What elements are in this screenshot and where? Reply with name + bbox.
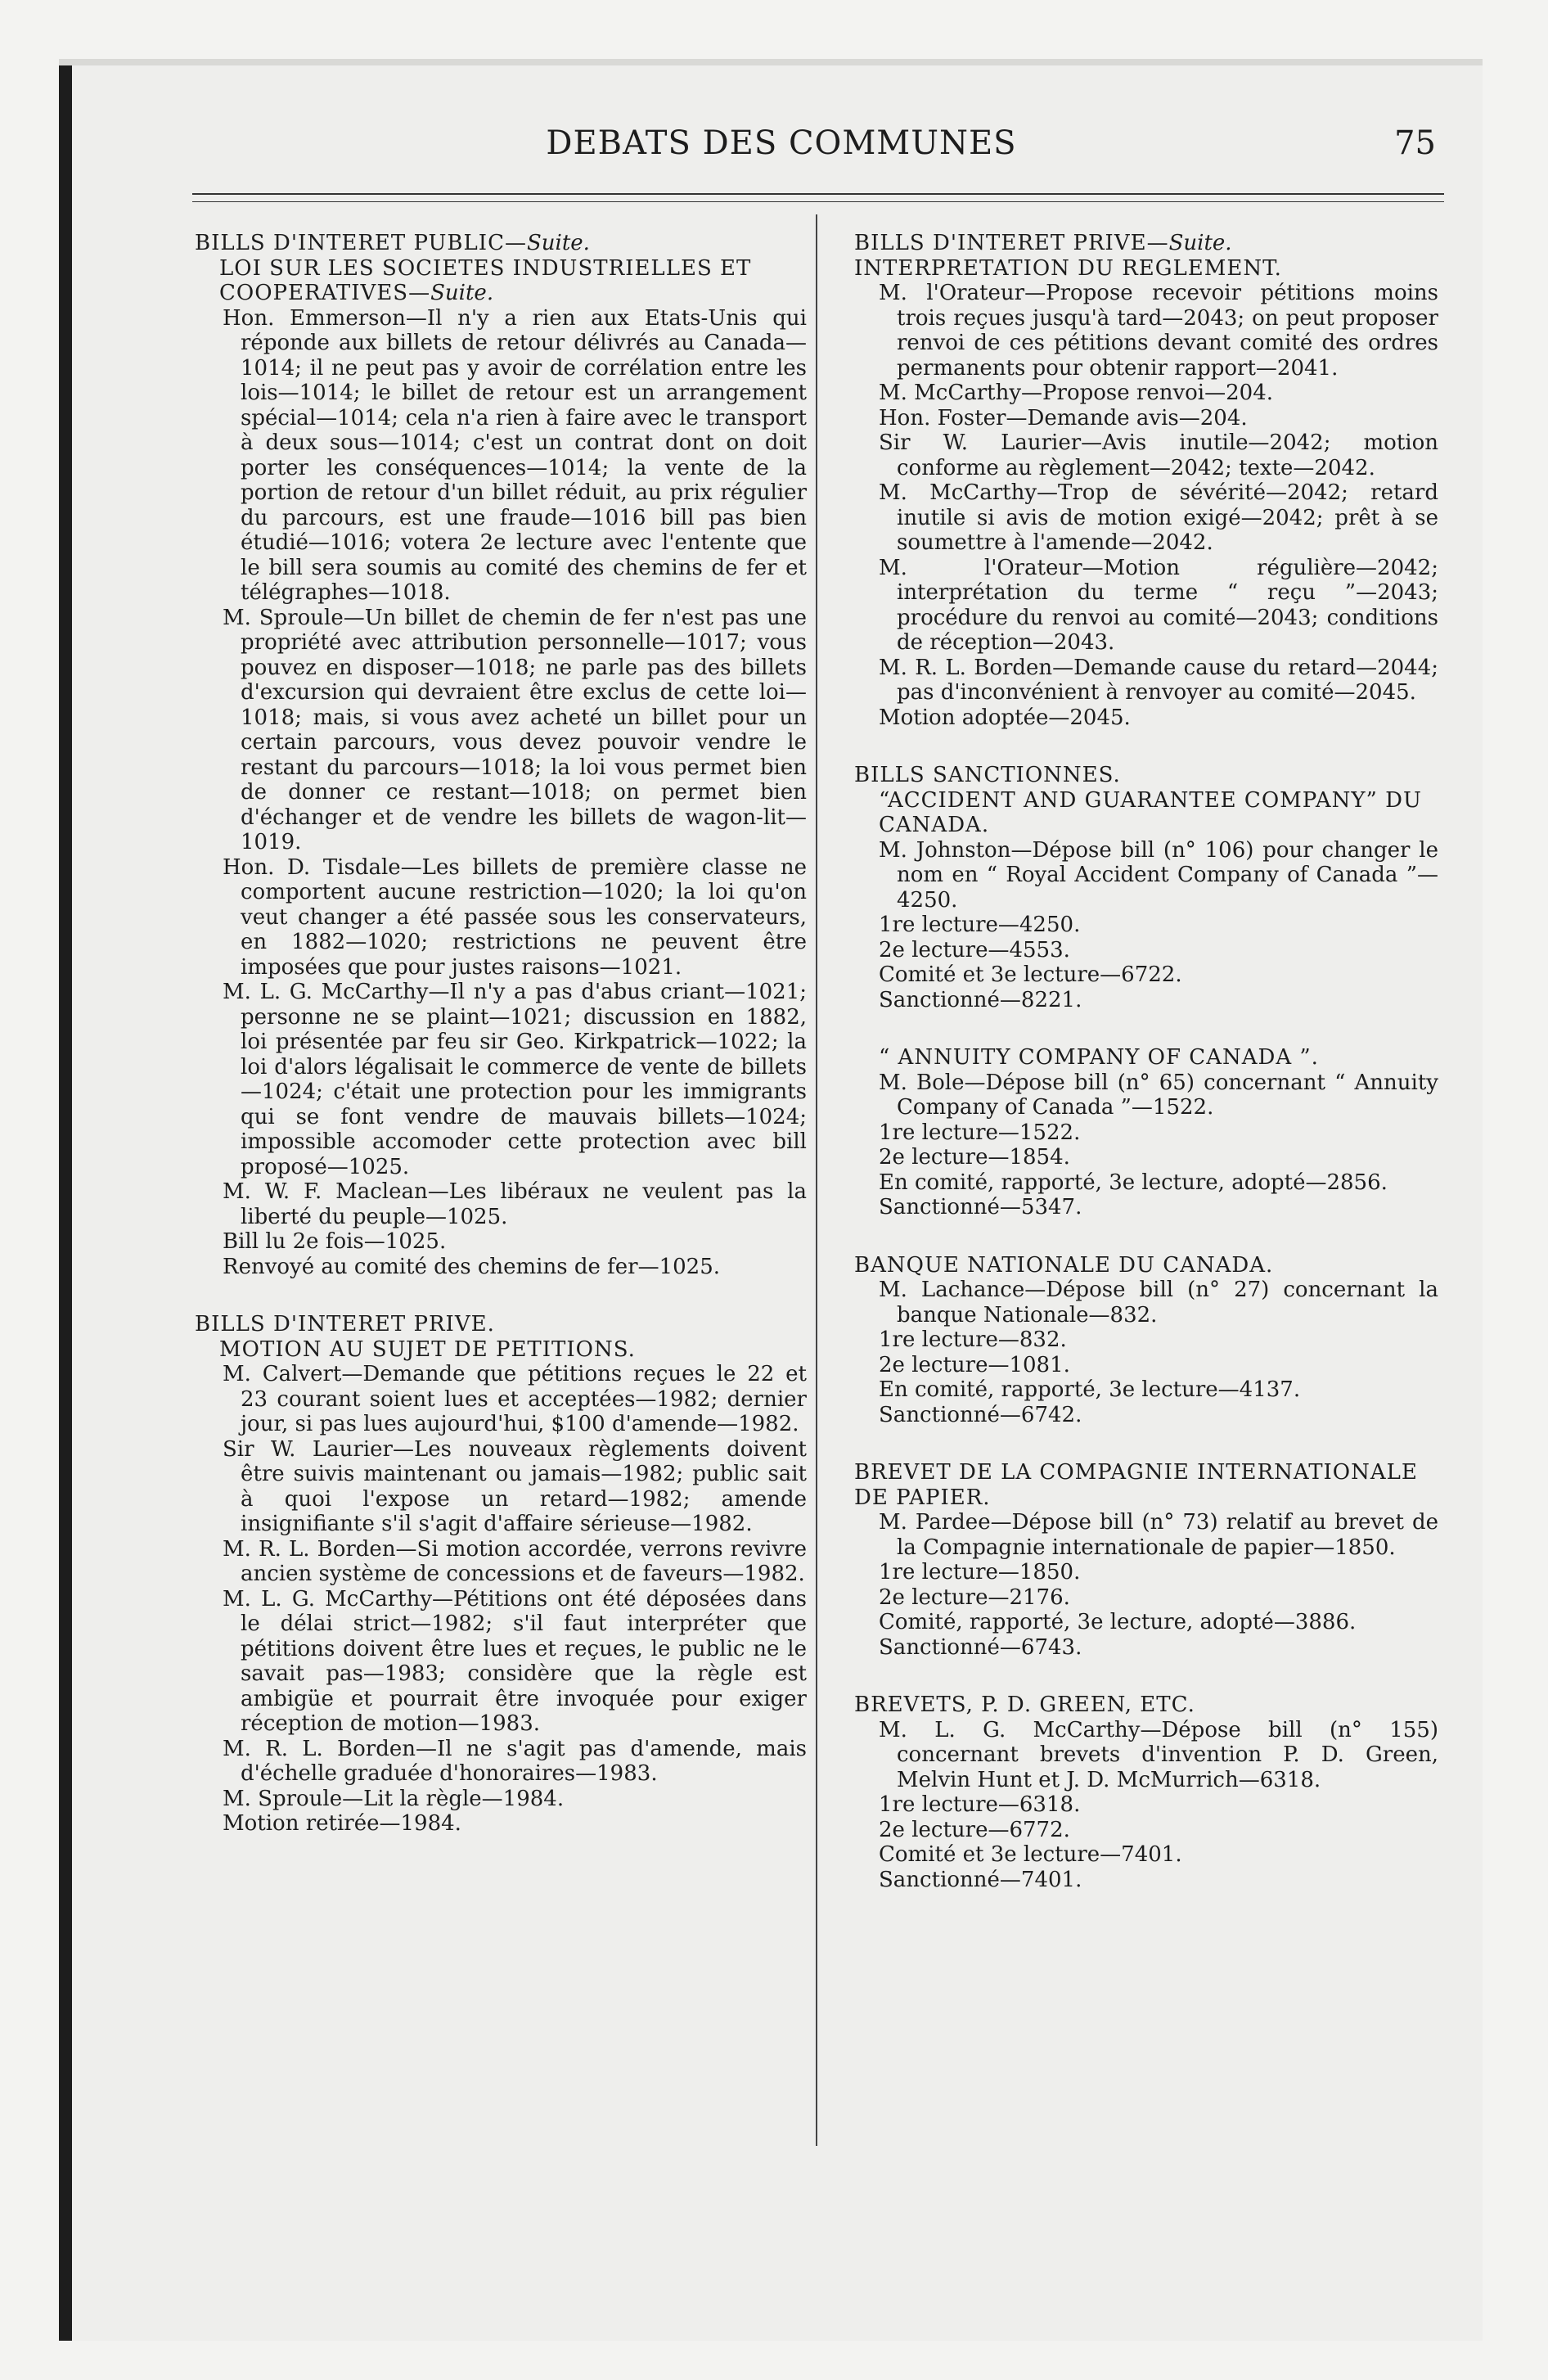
index-entry: 1re lecture—832. bbox=[879, 1327, 1067, 1352]
index-entry: Sir W. Laurier—Les nouveaux règlements doivent être suivis maintenant ou jamais—1982; public sait à quoi l'expose un retard—1982; amende insignifiante s'il s'agit d'affaire sérieuse—1982. bbox=[223, 1436, 807, 1536]
subsection-heading bbox=[195, 1337, 807, 1363]
section-heading bbox=[854, 256, 1438, 282]
index-entry: 2e lecture—1081. bbox=[879, 1352, 1070, 1377]
index-entry: M. McCarthy—Propose renvoi—204. bbox=[879, 381, 1274, 405]
index-entry: 2e lecture—2176. bbox=[879, 1584, 1070, 1610]
index-entry: M. Calvert—Demande que pétitions reçues le 22 et 23 courant soient lues et acceptées—1982; dernier jour, si pas lues aujourd'hui, $100 d'amende—1982. bbox=[223, 1362, 807, 1436]
heading-suite: Suite. bbox=[526, 231, 590, 255]
section-gap bbox=[854, 1012, 1438, 1045]
index-entry: Comité, rapporté, 3e lecture, adopté—3886. bbox=[879, 1610, 1357, 1634]
section-heading bbox=[854, 1253, 1438, 1278]
index-entry: Comité et 3e lecture—7401. bbox=[879, 1842, 1182, 1867]
index-entry: En comité, rapporté, 3e lecture, adopté—2856. bbox=[879, 1170, 1388, 1195]
index-entry: 1re lecture—1522. bbox=[879, 1120, 1081, 1145]
heading-text: “ ANNUITY COMPANY OF CANADA ”. bbox=[879, 1045, 1319, 1070]
section-heading bbox=[195, 231, 807, 256]
heading-suite: Suite. bbox=[1168, 231, 1232, 255]
heading-text: BILLS D'INTERET PRIVE— bbox=[854, 231, 1169, 255]
left-column bbox=[195, 231, 807, 1837]
index-entry: 1re lecture—4250. bbox=[879, 913, 1081, 937]
page-title: DEBATS DES COMMUNES bbox=[546, 124, 1017, 162]
section-gap bbox=[854, 1220, 1438, 1253]
heading-text: BILLS D'INTERET PUBLIC— bbox=[195, 231, 527, 255]
heading-text: BANQUE NATIONALE DU CANADA. bbox=[854, 1252, 1274, 1278]
index-entry: M. Bole—Dépose bill (n° 65) concernant “ Annuity Company of Canada ”—1522. bbox=[879, 1070, 1438, 1120]
running-header bbox=[119, 124, 1444, 174]
index-entry: M. R. L. Borden—Si motion accordée, verrons revivre ancien système de concessions et de faveurs—1982. bbox=[223, 1536, 807, 1586]
index-entry: M. l'Orateur—Propose recevoir pétitions moins trois reçues jusqu'à tard—2043; on peut proposer renvoi de ces pétitions devant comité des ordres permanents pour obtenir rapport—2041. bbox=[879, 281, 1438, 381]
index-entry: M. l'Orateur—Motion régulière—2042; interprétation du terme “ reçu ”—2043; procédure du renvoi au comité—2043; conditions de réception—2043. bbox=[879, 555, 1438, 655]
heading-text: BREVETS, P. D. GREEN, ETC. bbox=[854, 1693, 1195, 1717]
heading-text: “ACCIDENT AND GUARANTEE COMPANY” DU CANADA. bbox=[879, 787, 1422, 837]
index-entry: M. Sproule—Un billet de chemin de fer n'est pas une propriété avec attribution personnelle—1017; vous pouvez en disposer—1018; ne parle pas des billets d'excursion qui devraient être exclus de cette loi—1018; mais, si vous avez acheté un billet pour un certain parcours, vous devez pouvoir vendre le restant du parcours—1018; la loi vous permet bien de donner ce restant—1018; on permet bien d'échanger et de vendre les billets de wagon-lit—1019. bbox=[223, 605, 807, 854]
section-gap bbox=[854, 730, 1438, 763]
index-entry: M. W. F. Maclean—Les libéraux ne veulent pas la liberté du peuple—1025. bbox=[223, 1179, 807, 1229]
index-entry: En comité, rapporté, 3e lecture—4137. bbox=[879, 1377, 1301, 1402]
heading-suite: Suite. bbox=[430, 281, 494, 305]
right-column bbox=[854, 231, 1438, 1892]
scan-border-top bbox=[59, 59, 1483, 65]
subsection-heading bbox=[854, 1045, 1438, 1071]
section-heading bbox=[854, 1460, 1438, 1510]
section-gap bbox=[854, 1660, 1438, 1693]
index-entry: M. R. L. Borden—Il ne s'agit pas d'amende, mais d'échelle graduée d'honoraires—1983. bbox=[223, 1736, 807, 1786]
heading-text: BILLS SANCTIONNES. bbox=[854, 763, 1121, 787]
index-entry: Hon. D. Tisdale—Les billets de première classe ne comportent aucune restriction—1020; la loi qu'on veut changer a été passée sous les conservateurs, en 1882—1020; restrictions ne peuvent être imposées que pour justes raisons—1021. bbox=[223, 854, 807, 980]
heading-text: MOTION AU SUJET DE PETITIONS. bbox=[219, 1336, 636, 1362]
index-entry: 2e lecture—4553. bbox=[879, 937, 1070, 962]
page-number: 75 bbox=[1394, 124, 1436, 162]
index-entry: M. Pardee—Dépose bill (n° 73) relatif au brevet de la Compagnie internationale de papier—1850. bbox=[879, 1510, 1438, 1560]
section-gap bbox=[195, 1279, 807, 1312]
index-entry: Comité et 3e lecture—6722. bbox=[879, 962, 1182, 987]
index-entry: Sanctionné—6742. bbox=[879, 1402, 1082, 1427]
index-entry: Sanctionné—6743. bbox=[879, 1634, 1082, 1660]
section-heading bbox=[854, 1693, 1438, 1718]
index-entry: M. McCarthy—Trop de sévérité—2042; retard inutile si avis de motion exigé—2042; prêt à se soumettre à l'amende—2042. bbox=[879, 480, 1438, 555]
scan-border-left bbox=[59, 59, 72, 2341]
heading-text: LOI SUR LES SOCIETES INDUSTRIELLES ET COOPERATIVES— bbox=[219, 255, 752, 305]
index-entry: M. L. G. McCarthy—Il n'y a pas d'abus criant—1021; personne ne se plaint—1021; discussion en 1882, loi présentée par feu sir Geo. Kirkpatrick—1022; la loi d'alors légalisait le commerce de vente de billets—1024; c'était une protection pour les immigrants qui se font vendre de mauvais billets—1024; impossible accomoder cette protection avec bill proposé—1025. bbox=[223, 980, 807, 1179]
section-heading bbox=[854, 231, 1438, 256]
index-entry: Sir W. Laurier—Avis inutile—2042; motion conforme au règlement—2042; texte—2042. bbox=[879, 430, 1438, 480]
index-entry: Hon. Foster—Demande avis—204. bbox=[879, 405, 1248, 430]
index-entry: M. Johnston—Dépose bill (n° 106) pour changer le nom en “ Royal Accident Company of Canada ”—4250. bbox=[879, 837, 1438, 913]
index-entry: M. L. G. McCarthy—Dépose bill (n° 155) concernant brevets d'invention P. D. Green, Melvin Hunt et J. D. McMurrich—6318. bbox=[879, 1717, 1438, 1792]
subsection-heading bbox=[854, 788, 1438, 838]
index-entry: 2e lecture—6772. bbox=[879, 1817, 1070, 1842]
column-divider bbox=[816, 214, 817, 2146]
index-entry: M. R. L. Borden—Demande cause du retard—2044; pas d'inconvénient à renvoyer au comité—2045. bbox=[879, 655, 1438, 705]
section-heading bbox=[854, 763, 1438, 788]
index-entry: Sanctionné—7401. bbox=[879, 1867, 1082, 1892]
section-heading bbox=[195, 1312, 807, 1337]
index-entry: 2e lecture—1854. bbox=[879, 1145, 1070, 1170]
subsection-heading bbox=[195, 256, 807, 306]
heading-text: BREVET DE LA COMPAGNIE INTERNATIONALE DE PAPIER. bbox=[854, 1460, 1418, 1510]
section-gap bbox=[854, 1427, 1438, 1460]
index-entry: 1re lecture—6318. bbox=[879, 1792, 1081, 1817]
index-entry: M. L. G. McCarthy—Pétitions ont été déposées dans le délai strict—1982; s'il faut interpréter que pétitions doivent être lues et reçues, le public ne le savait pas—1983; considère que la règle est ambigüe et pourrait être invoquée pour exiger réception de motion—1983. bbox=[223, 1586, 807, 1736]
index-entry: Sanctionné—5347. bbox=[879, 1195, 1082, 1219]
index-entry: Motion adoptée—2045. bbox=[879, 705, 1131, 730]
heading-text: INTERPRETATION DU REGLEMENT. bbox=[854, 255, 1282, 281]
header-rule bbox=[192, 193, 1444, 195]
index-entry: Sanctionné—8221. bbox=[879, 987, 1082, 1012]
index-entry: Renvoyé au comité des chemins de fer—1025. bbox=[223, 1254, 721, 1279]
index-entry: M. Sproule—Lit la règle—1984. bbox=[223, 1786, 565, 1811]
index-entry: Motion retirée—1984. bbox=[223, 1811, 461, 1836]
index-entry: Bill lu 2e fois—1025. bbox=[223, 1229, 447, 1254]
index-entry: 1re lecture—1850. bbox=[879, 1560, 1081, 1584]
header-rule-thin bbox=[192, 201, 1444, 202]
index-entry: Hon. Emmerson—Il n'y a rien aux Etats-Unis qui réponde aux billets de retour délivrés au Canada—1014; il ne peut pas y avoir de corrélation entre les lois—1014; le billet de retour est un arrangement spécial—1014; cela n'a rien à faire avec le transport à deux sous—1014; c'est un contrat dont on doit porter les conséquences—1014; la vente de la portion de retour d'un billet réduit, au prix régulier du parcours, est une fraude—1016 bill pas bien étudié—1016; votera 2e lecture avec l'entente que le bill sera soumis au comité des chemins de fer et télégraphes—1018. bbox=[223, 305, 807, 605]
heading-text: BILLS D'INTERET PRIVE. bbox=[195, 1312, 495, 1336]
index-entry: M. Lachance—Dépose bill (n° 27) concernant la banque Nationale—832. bbox=[879, 1278, 1438, 1327]
